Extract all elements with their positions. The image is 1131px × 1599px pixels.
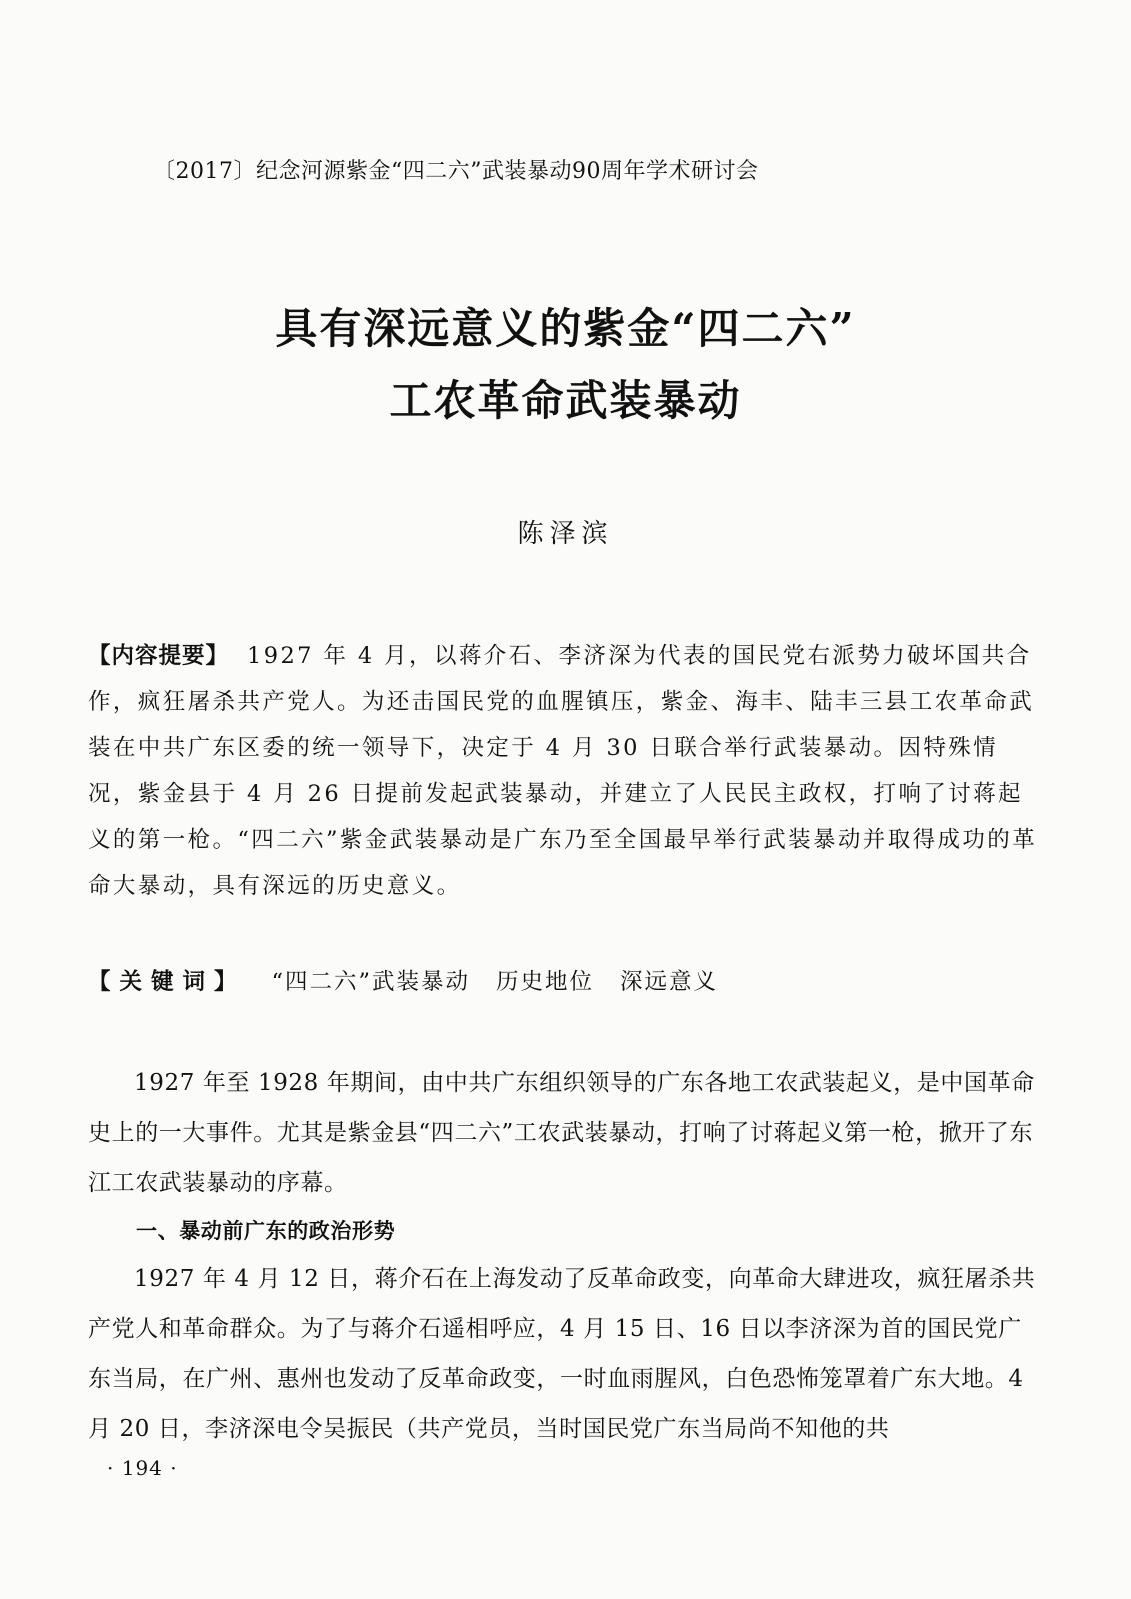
- keywords-label: 【关键词】: [88, 969, 246, 995]
- abstract-text: 1927 年 4 月，以蒋介石、李济深为代表的国民党右派势力破坏国共合作，疯狂屠杀共产党人。为还击国民党的血腥镇压，紫金、海丰、陆丰三县工农革命武装在中共广东区委的统一领导下，决定于 4 月 30 日联合举行武装暴动。因特殊情况，紫金县于 4 月 26 日提前发起武装暴动，并建立了人民民主政权，打响了讨蒋起义的第一枪。“四二六”紫金武装暴动是广东乃至全国最早举行武装暴动并取得成功的革命大暴动，具有深远的历史意义。: [88, 643, 1038, 899]
- article-body: [88, 1058, 1043, 1454]
- keyword: 历史地位: [496, 969, 595, 995]
- abstract-label: 【内容提要】: [88, 643, 230, 669]
- body-paragraph: 1927 年 4 月 12 日，蒋介石在上海发动了反革命政变，向革命大肆进攻，疯狂屠杀共产党人和革命群众。为了与蒋介石遥相呼应，4 月 15 日、16 日以李济深为首的国民党广东当局，在广州、惠州也发动了反革命政变，一时血雨腥风，白色恐怖笼罩着广东大地。4 月 20 日，李济深电令吴振民（共产党员，当时国民党广东当局尚不知他的共: [88, 1266, 1036, 1442]
- article-title-line-1: 具有深远意义的紫金“四二六”: [275, 304, 856, 353]
- abstract: [88, 633, 1043, 909]
- keyword: “四二六”武装暴动: [271, 969, 471, 995]
- author-name: 陈泽滨: [517, 519, 614, 549]
- page-number: · 194 ·: [107, 1456, 178, 1480]
- section-heading: 一、暴动前广东的政治形势: [136, 1219, 396, 1243]
- article-title-line-2: 工农革命武装暴动: [389, 376, 742, 425]
- conference-header: 〔2017〕纪念河源紫金“四二六”武装暴动90周年学术研讨会: [153, 159, 759, 184]
- keyword: 深远意义: [620, 969, 719, 995]
- body-paragraph: 1927 年至 1928 年期间，由中共广东组织领导的广东各地工农武装起义，是中国革命史上的一大事件。尤其是紫金县“四二六”工农武装暴动，打响了讨蒋起义第一枪，掀开了东江工农武装暴动的序幕。: [88, 1070, 1035, 1196]
- keywords: [88, 964, 1043, 1000]
